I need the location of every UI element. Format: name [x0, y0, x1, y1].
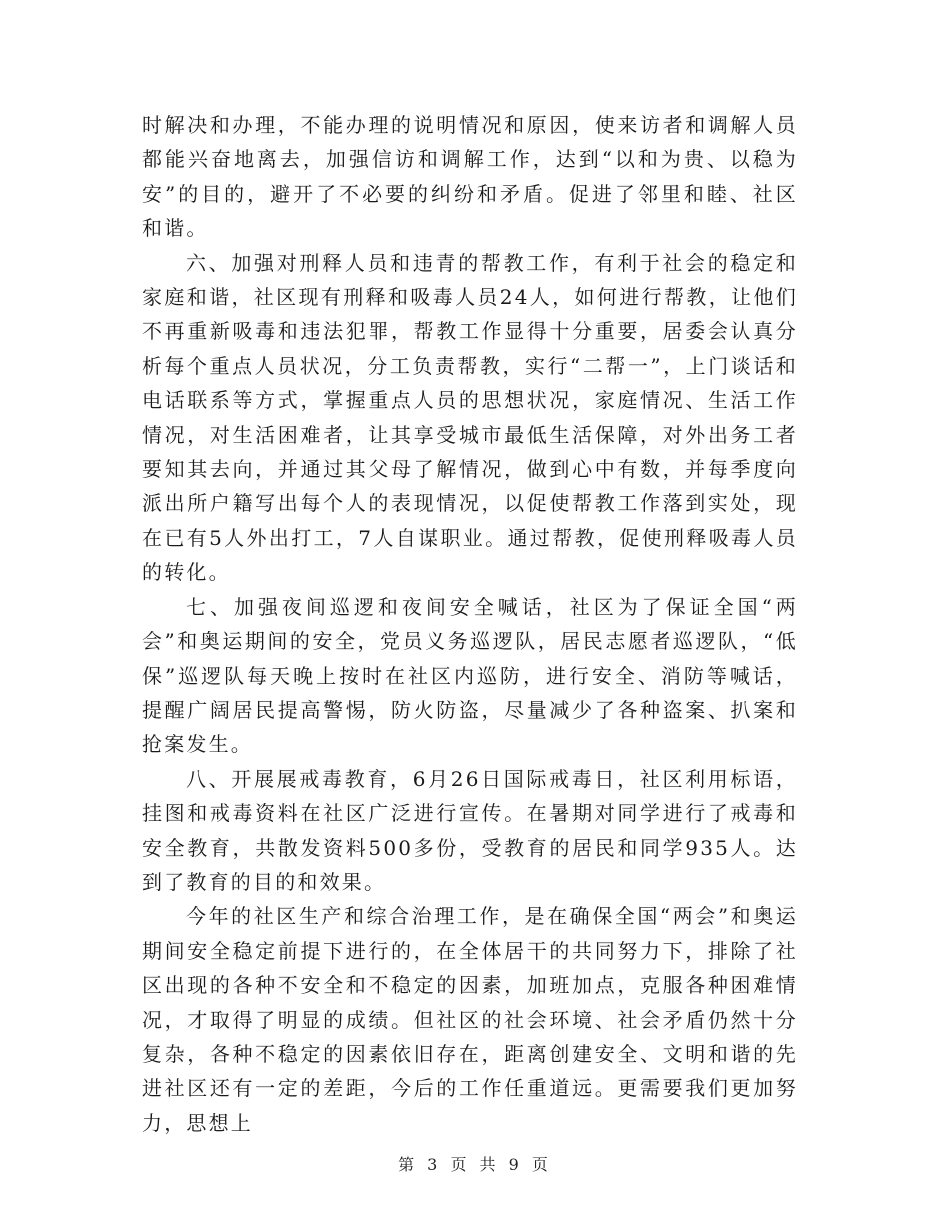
paragraph-summary: 今年的社区生产和综合治理工作，是在确保全国“两会”和奥运期间安全稳定前提下进行的，在全体居干的共同努力下，排除了社区出现的各种不安全和不稳定的因素，加班加点，克服各种困难情况，才取得了明显的成绩。但社区的社会环境、社会矛盾仍然十分复杂，各种不稳定的因素依旧存在，距离创建安全、文明和谐的先进社区还有一定的差距，今后的工作任重道远。更需要我们更加努力，思想上	[142, 904, 798, 1135]
paragraph-section-six: 六、加强对刑释人员和违青的帮教工作，有利于社会的稳定和家庭和谐，社区现有刑释和吸毒人员24人，如何进行帮教，让他们不再重新吸毒和违法犯罪，帮教工作显得十分重要，居委会认真分析每个重点人员状况，分工负责帮教，实行“二帮一”，上门谈话和电话联系等方式，掌握重点人员的思想状况，家庭情况、生活工作情况，对生活困难者，让其享受城市最低生活保障，对外出务工者要知其去向，并通过其父母了解情况，做到心中有数，并每季度向派出所户籍写出每个人的表现情况，以促使帮教工作落到实处，现在已有5人外出打工，7人自谋职业。通过帮教，促使刑释吸毒人员的转化。	[142, 250, 798, 585]
paragraph-section-eight: 八、开展展戒毒教育，6月26日国际戒毒日，社区利用标语，挂图和戒毒资料在社区广泛进行宣传。在暑期对同学进行了戒毒和安全教育，共散发资料500多份，受教育的居民和同学935人。达到了教育的目的和效果。	[142, 766, 798, 894]
document-body	[142, 108, 798, 1140]
paragraph-section-seven: 七、加强夜间巡逻和夜间安全喊话，社区为了保证全国“两会”和奥运期间的安全，党员义务巡逻队，居民志愿者巡逻队，“低保”巡逻队每天晚上按时在社区内巡防，进行安全、消防等喊话，提醒广阔居民提高警惕，防火防盗，尽量减少了各种盗案、扒案和抢案发生。	[142, 594, 798, 757]
page-number-footer: 第 3 页 共 9 页	[398, 1155, 552, 1174]
paragraph-continuation: 时解决和办理，不能办理的说明情况和原因，使来访者和调解人员都能兴奋地离去，加强信访和调解工作，达到“以和为贵、以稳为安”的目的，避开了不必要的纠纷和矛盾。促进了邻里和睦、社区和谐。	[142, 113, 798, 241]
